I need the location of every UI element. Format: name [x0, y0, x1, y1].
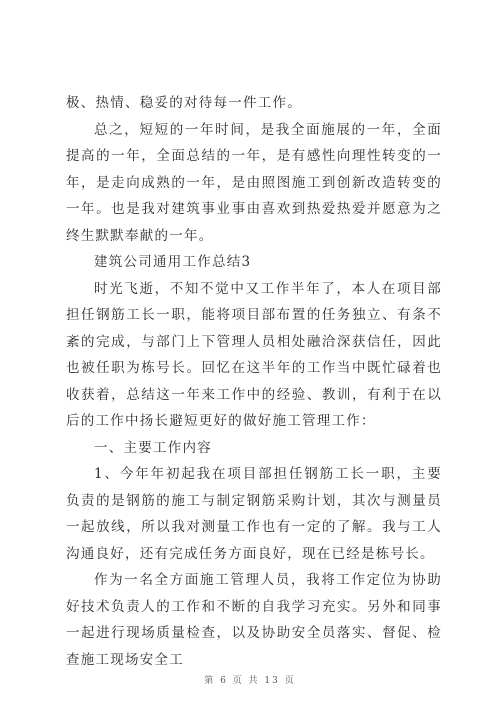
paragraph-intro: 时光飞逝，不知不觉中又工作半年了，本人在项目部担任钢筋工长一职，能将项目部布置的任务独立、有条不紊的完成，与部门上下管理人员相处融洽深获信任，因此也被任职为栋号长。回忆在这半年的工作当中既忙碌着也收获着，总结这一年来工作中的经验、教训，有利于在以后的工作中扬长避短更好的做好施工管理工作：	[66, 280, 442, 429]
paragraph-continuation: 极、热情、稳妥的对待每一件工作。	[66, 95, 302, 111]
paragraph-summary: 总之，短短的一年时间，是我全面施展的一年，全面提高的一年，全面总结的一年，是有感性向理性转变的一年，是走向成熟的一年，是由照图施工到创新改造转变的一年。也是我对建筑事业事由喜欢到热爱热爱并愿意为之终生默默奉献的一年。	[66, 121, 442, 244]
document-body	[66, 90, 442, 673]
paragraph-item-1: 1、今年年初起我在项目部担任钢筋工长一职，主要负责的是钢筋的施工与制定钢筋采购计划，其次与测量员一起放线，所以我对测量工作也有一定的了解。我与工人沟通良好，还有完成任务方面良好，现在已经是栋号长。	[66, 466, 442, 562]
section-heading-main-work: 一、主要工作内容	[94, 439, 212, 456]
section-title: 建筑公司通用工作总结3	[94, 254, 252, 270]
page-number-footer: 第 6 页 共 13 页	[204, 676, 296, 686]
paragraph-role: 作为一名全方面施工管理人员，我将工作定位为协助好技术负责人的工作和不断的自我学习充实。另外和同事一起进行现场质量检查，以及协助安全员落实、督促、检查施工现场安全工	[66, 572, 442, 668]
